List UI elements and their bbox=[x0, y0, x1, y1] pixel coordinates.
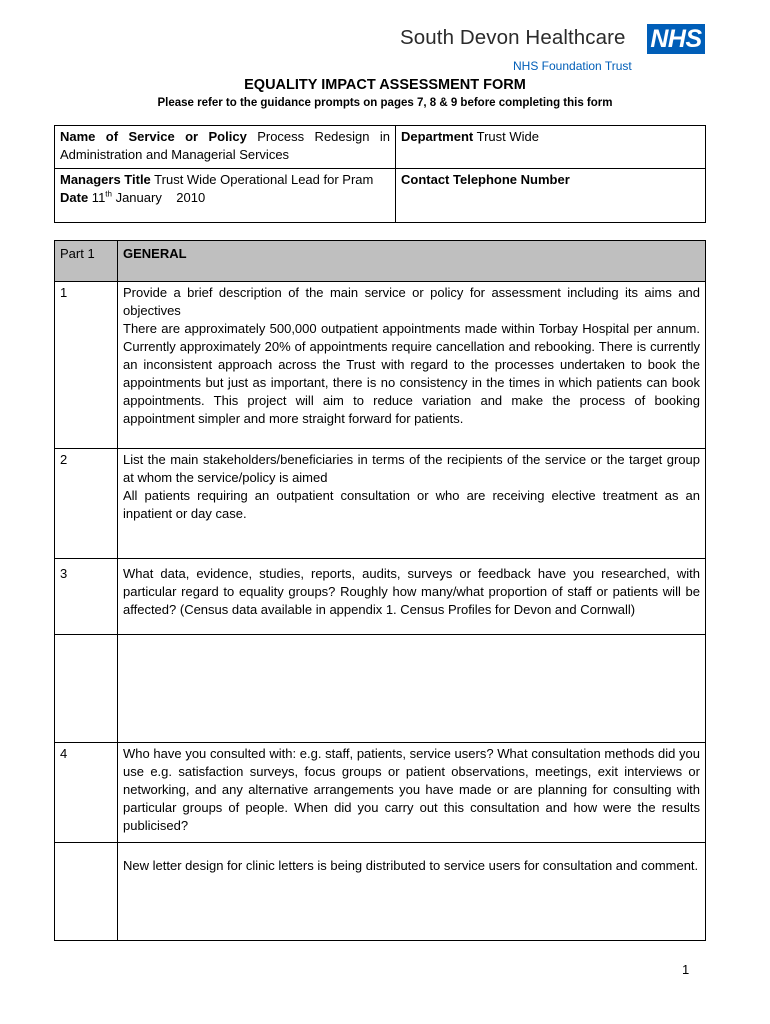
managers-value: Trust Wide Operational Lead for Pram bbox=[150, 172, 374, 187]
item-answer: All patients requiring an outpatient consultation or who are receiving elective treatment as an inpatient or day case. bbox=[123, 488, 700, 521]
logo-subtitle: NHS Foundation Trust bbox=[513, 59, 632, 73]
item-content bbox=[118, 559, 706, 635]
phone-cell bbox=[396, 169, 706, 223]
table-row bbox=[55, 743, 706, 843]
item-answer: There are approximately 500,000 outpatient appointments made within Torbay Hospital per annum. Currently approximately 20% of appointments require cancellation and rebooking. There is currently an inconsistent approach across the Trust with regard to the processes undertaken to book the appointments but just as important, there is no consistency in the times in which patients can book appointments. This project will aim to reduce variation and make the process of booking appointment simpler and more straight forward for patients. bbox=[123, 321, 700, 426]
assessment-table bbox=[54, 240, 706, 941]
managers-label: Managers Title bbox=[60, 172, 151, 187]
department-cell bbox=[396, 126, 706, 169]
item-number: 2 bbox=[55, 449, 118, 559]
item-question: List the main stakeholders/beneficiaries in terms of the recipients of the service or the target group at whom the service/policy is aimed bbox=[123, 452, 700, 485]
managers-cell bbox=[55, 169, 396, 223]
item-answer: New letter design for clinic letters is being distributed to service users for consultation and comment. bbox=[118, 843, 706, 941]
page-number: 1 bbox=[682, 962, 690, 977]
trust-logo bbox=[400, 22, 710, 72]
item-number: 3 bbox=[55, 559, 118, 635]
table-row bbox=[55, 559, 706, 635]
service-value: Process Redesign in Administration and Managerial Services bbox=[60, 129, 390, 162]
table-row bbox=[55, 282, 706, 449]
item-content bbox=[118, 743, 706, 843]
form-title: EQUALITY IMPACT ASSESSMENT FORM bbox=[244, 77, 526, 93]
table-row bbox=[55, 843, 706, 941]
date-rest: January 2010 bbox=[111, 190, 206, 205]
item-question: Provide a brief description of the main service or policy for assessment including its aims and objectives bbox=[123, 285, 700, 318]
service-cell bbox=[55, 126, 396, 169]
department-value: Trust Wide bbox=[473, 129, 539, 144]
item-question: Who have you consulted with: e.g. staff, patients, service users? What consultation methods did you use e.g. satisfaction surveys, focus groups or patient observations, meetings, exit interviews or networking, and any alternative arrangements you have made or are planning for consulting with particular groups of people. When did you carry out this consultation and how were the results publicised? bbox=[123, 746, 700, 833]
part-heading: GENERAL bbox=[118, 241, 706, 282]
part-number: Part 1 bbox=[55, 241, 118, 282]
phone-label: Contact Telephone Number bbox=[401, 172, 570, 187]
item-number: 4 bbox=[55, 743, 118, 843]
logo-org-name: South Devon Healthcare bbox=[400, 26, 626, 49]
date-suffix: th bbox=[105, 189, 112, 199]
item-number-empty bbox=[55, 635, 118, 743]
form-subtitle: Please refer to the guidance prompts on pages 7, 8 & 9 before completing this form bbox=[157, 97, 613, 109]
item-content bbox=[118, 449, 706, 559]
part-header-row bbox=[55, 241, 706, 282]
date-day: 11 bbox=[88, 190, 106, 205]
item-question: What data, evidence, studies, reports, audits, surveys or feedback have you researched, with particular regard to equality groups? Roughly how many/what proportion of staff or patients will be affected? (Census data available in appendix 1. Census Profiles for Devon and Cornwall) bbox=[123, 566, 700, 617]
service-label: Name of Service or Policy bbox=[60, 129, 247, 144]
table-row bbox=[55, 635, 706, 743]
item-number-empty bbox=[55, 843, 118, 941]
info-table bbox=[54, 125, 706, 223]
item-content bbox=[118, 282, 706, 449]
nhs-logo-mark: NHS bbox=[647, 24, 705, 54]
department-label: Department bbox=[401, 129, 474, 144]
item-number: 1 bbox=[55, 282, 118, 449]
date-label: Date bbox=[60, 190, 89, 205]
table-row bbox=[55, 449, 706, 559]
item-answer-empty bbox=[118, 635, 706, 743]
